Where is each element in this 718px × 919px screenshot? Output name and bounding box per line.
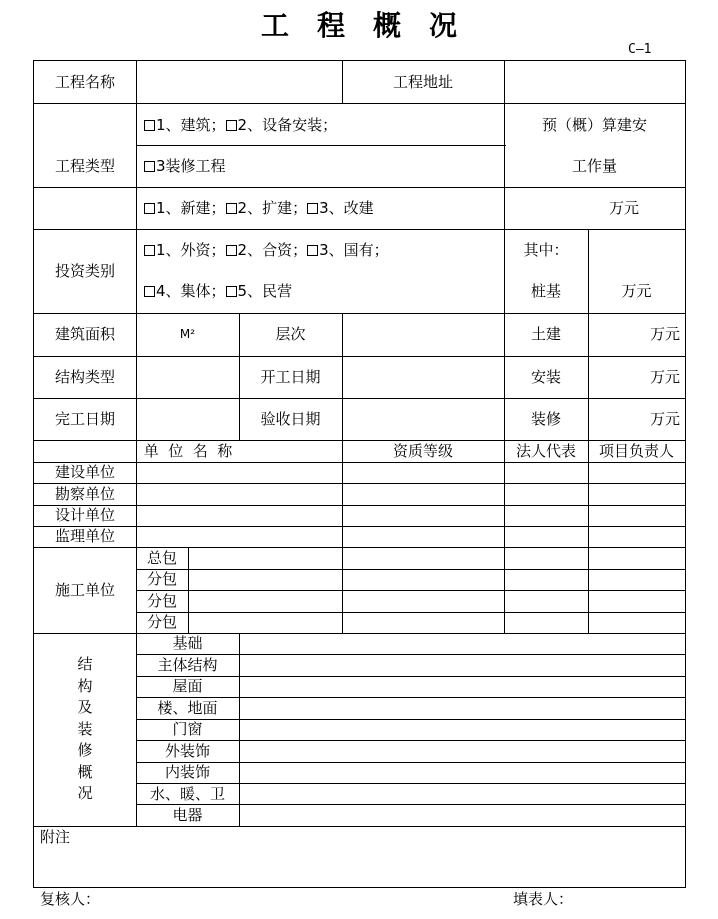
subcontractor-label: 分包: [146, 613, 177, 631]
checkbox[interactable]: [226, 120, 237, 131]
checkbox[interactable]: [226, 286, 237, 297]
checkbox[interactable]: [144, 161, 155, 172]
owner-unit-label: 建设单位: [54, 463, 115, 481]
option-label: 2、合资；: [237, 241, 308, 259]
project-name-label: 工程名称: [54, 73, 115, 91]
investment-type-label: 投资类别: [54, 262, 115, 280]
option-label: 1、新建；: [156, 199, 226, 217]
plumbing-label: 水、暖、卫: [149, 785, 225, 803]
checkbox[interactable]: [226, 203, 237, 214]
form-code: C—1: [628, 42, 652, 57]
col-divider: [504, 313, 505, 633]
budget-label-line1: 预（概）算建安: [541, 116, 647, 134]
row-divider: [34, 187, 685, 188]
col-divider: [504, 61, 505, 313]
supervision-unit-label: 监理单位: [54, 527, 115, 545]
checkbox[interactable]: [144, 286, 155, 297]
filler-label: 填表人：: [513, 890, 574, 908]
area-unit: M²: [179, 327, 196, 341]
row-divider: [34, 633, 685, 634]
project-type-options-a: [144, 115, 337, 135]
row-divider: [34, 826, 685, 827]
checkbox[interactable]: [144, 245, 155, 256]
remarks-label: 附注: [40, 828, 71, 846]
investment-options-a: [144, 240, 389, 260]
exterior-finish-label: 外装饰: [164, 742, 210, 760]
completion-date-label: 完工日期: [54, 410, 115, 428]
label-char: 装: [77, 719, 93, 738]
civil-unit: 万元: [649, 325, 680, 343]
row-divider: [136, 145, 506, 146]
reviewer-label: 复核人：: [40, 890, 101, 908]
decoration-unit: 万元: [649, 410, 680, 428]
checkbox[interactable]: [307, 203, 318, 214]
subcontractor-label: 分包: [146, 570, 177, 588]
floors-label: 层次: [275, 325, 306, 343]
label-char: 修: [77, 741, 93, 759]
floor-label: 楼、地面: [157, 699, 218, 717]
option-label: 1、外资；: [156, 241, 226, 259]
civil-label: 土建: [530, 325, 561, 343]
project-address-label: 工程地址: [392, 73, 453, 91]
col-divider: [188, 547, 189, 633]
unit-name-header: 单 位 名 称: [143, 442, 233, 460]
legal-rep-header: 法人代表: [515, 442, 576, 460]
title-char: 概: [373, 9, 402, 42]
survey-unit-label: 勘察单位: [54, 485, 115, 503]
title-char: 况: [429, 9, 458, 42]
checkbox[interactable]: [307, 245, 318, 256]
install-label: 安装: [530, 368, 561, 386]
interior-finish-label: 内装饰: [164, 763, 210, 781]
budget-label-line2: 工作量: [571, 157, 617, 175]
decoration-label: 装修: [530, 410, 561, 428]
title-char: 程: [316, 9, 345, 42]
row-divider: [136, 569, 685, 570]
col-divider: [342, 313, 343, 633]
option-label: 3装修工程: [156, 157, 226, 175]
label-char: 及: [77, 698, 93, 716]
of-which-label: 其中：: [523, 241, 569, 259]
checkbox[interactable]: [144, 120, 155, 131]
start-date-label: 开工日期: [260, 368, 321, 386]
option-label: 3、改建: [319, 199, 374, 217]
investment-options-b: [144, 281, 292, 301]
roof-label: 屋面: [172, 677, 203, 695]
pile-unit: 万元: [621, 282, 652, 300]
subcontractor-label: 分包: [146, 592, 177, 610]
option-label: 1、建筑；: [156, 116, 226, 134]
col-divider: [239, 633, 240, 826]
page-title: [0, 4, 718, 44]
checkbox[interactable]: [144, 203, 155, 214]
doors-windows-label: 门窗: [172, 720, 203, 738]
design-unit-label: 设计单位: [54, 506, 115, 524]
project-type-label: 工程类型: [54, 157, 115, 175]
project-nature-options: [144, 198, 374, 218]
project-overview-form: [33, 60, 686, 888]
electrical-label: 电器: [172, 806, 203, 824]
row-divider: [34, 103, 685, 104]
option-label: 2、设备安装；: [237, 116, 338, 134]
option-label: 4、集体；: [156, 282, 226, 300]
option-label: 2、扩建；: [237, 199, 308, 217]
checkbox[interactable]: [226, 245, 237, 256]
title-char: 工: [260, 9, 289, 42]
budget-unit: 万元: [608, 199, 639, 217]
general-contractor-label: 总包: [146, 549, 177, 567]
qualification-header: 资质等级: [392, 442, 453, 460]
building-area-label: 建筑面积: [54, 325, 115, 343]
label-char: 概: [77, 762, 93, 781]
project-type-options-b: [144, 156, 226, 176]
label-char: 况: [77, 784, 93, 802]
label-char: 结: [77, 655, 93, 673]
overview-vertical-label: [75, 654, 95, 805]
project-manager-header: 项目负责人: [598, 442, 674, 460]
construction-unit-label: 施工单位: [54, 581, 115, 599]
col-divider: [588, 313, 589, 633]
install-unit: 万元: [649, 368, 680, 386]
pile-label: 桩基: [530, 282, 561, 300]
option-label: 5、民营: [237, 282, 293, 300]
option-label: 3、国有；: [319, 241, 389, 259]
label-char: 构: [77, 676, 93, 695]
structure-type-label: 结构类型: [54, 368, 115, 386]
foundation-label: 基础: [172, 634, 203, 652]
row-divider: [136, 590, 685, 591]
main-structure-label: 主体结构: [157, 656, 218, 674]
row-divider: [136, 612, 685, 613]
acceptance-date-label: 验收日期: [260, 410, 321, 428]
